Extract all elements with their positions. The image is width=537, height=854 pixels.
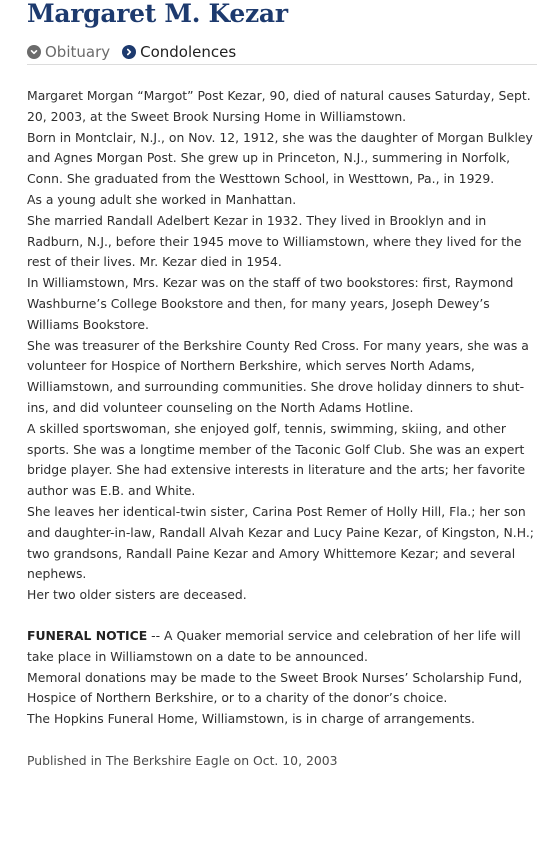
- obituary-paragraph: Margaret Morgan “Margot” Post Kezar, 90, died of natural causes Saturday, Sept. 20, 2003, at the Sweet Brook Nursing Home in Williamstown.: [27, 88, 531, 124]
- funeral-notice-label: FUNERAL NOTICE: [27, 627, 148, 643]
- obituary-paragraph: She married Randall Adelbert Kezar in 1932. They lived in Brooklyn and in Radburn, N.J., before their 1945 move to Williamstown, where they lived for the rest of their lives. Mr. Kezar died in 1954.: [27, 212, 522, 270]
- tab-condolences-label: Condolences: [140, 43, 237, 61]
- funeral-home-note: The Hopkins Funeral Home, Williamstown, is in charge of arrangements.: [27, 711, 475, 727]
- tab-condolences[interactable]: [122, 43, 236, 61]
- funeral-notice-text: -- A Quaker memorial service and celebration of her life will take place in Williamstown on a date to be announced.: [27, 627, 521, 664]
- obituary-tabs: [27, 40, 537, 65]
- obituary-paragraph: She leaves her identical-twin sister, Carina Post Remer of Holly Hill, Fla.; her son and daughter-in-law, Randall Alvah Kezar and Lucy Paine Kezar, of Kingston, N.H.; two grandsons, Randall Paine Kezar and Amory Whittemore Kezar; and several nephews.: [27, 503, 534, 582]
- obituary-paragraph: Her two older sisters are deceased.: [27, 587, 247, 603]
- section-spacer: [27, 606, 537, 626]
- obituary-paragraph: As a young adult she worked in Manhattan.: [27, 191, 297, 207]
- donations-note: Memoral donations may be made to the Sweet Brook Nurses’ Scholarship Fund, Hospice of Northern Berkshire, or to a charity of the donor’s choice.: [27, 669, 523, 706]
- tab-obituary[interactable]: [27, 43, 110, 61]
- chevron-right-icon: [122, 45, 136, 59]
- page-title: Margaret M. Kezar: [27, 0, 288, 28]
- obituary-paragraph: Born in Montclair, N.J., on Nov. 12, 1912, she was the daughter of Morgan Bulkley and Agnes Morgan Post. She grew up in Princeton, N.J., summering in Norfolk, Conn. She graduated from the Westtown School, in Westtown, Pa., in 1929.: [27, 129, 533, 187]
- chevron-down-icon: [27, 45, 41, 59]
- obituary-paragraph: In Williamstown, Mrs. Kezar was on the staff of two bookstores: first, Raymond Washburne’s College Bookstore and then, for many years, Joseph Dewey’s Williams Bookstore.: [27, 275, 514, 332]
- obituary-paragraph: A skilled sportswoman, she enjoyed golf, tennis, swimming, skiing, and other sports. She was a longtime member of the Taconic Golf Club. She was an expert bridge player. She had extensive interests in literature and the arts; her favorite author was E.B. and White.: [27, 420, 526, 499]
- funeral-notice: [27, 626, 537, 668]
- published-line: Published in The Berkshire Eagle on Oct. 10, 2003: [27, 752, 338, 768]
- tab-obituary-label: Obituary: [45, 43, 111, 61]
- obituary-paragraph: She was treasurer of the Berkshire County Red Cross. For many years, she was a volunteer for Hospice of Northern Berkshire, which serves North Adams, Williamstown, and surrounding communities. She drove holiday dinners to shut-ins, and did volunteer counseling on the North Adams Hotline.: [27, 337, 529, 415]
- obituary-body: [27, 86, 537, 772]
